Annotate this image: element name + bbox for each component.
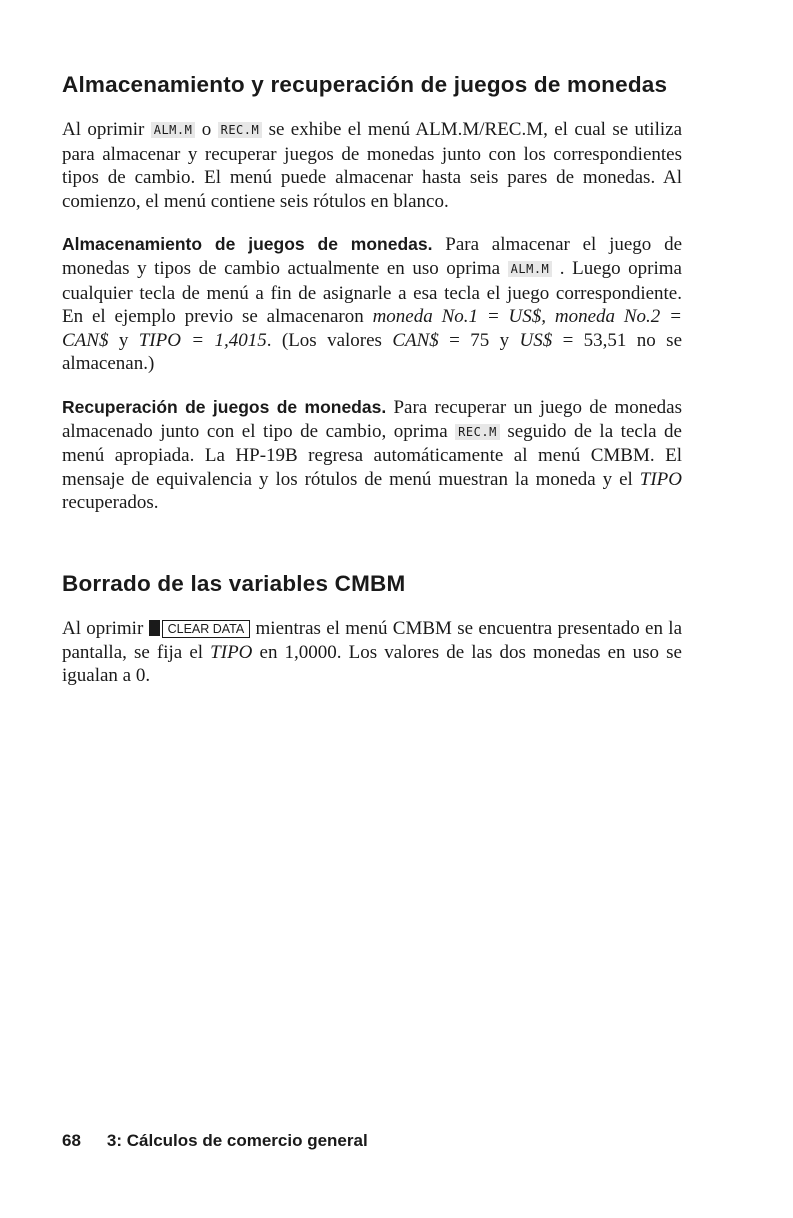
page-footer (62, 1131, 368, 1151)
text: mientras el menú CMBM se encuentra presentado en la pantalla, se fija el (62, 617, 682, 663)
paragraph-almacenamiento (62, 233, 682, 376)
text: = 53,51 no se almacenan.) (62, 329, 683, 375)
italic-text: moneda No.1 = US$, moneda No.2 = CAN$ (62, 306, 682, 351)
chapter-title: 3: Cálculos de comercio general (106, 1131, 368, 1150)
text: . Luego oprima cualquier tecla de menú a fin de asignarle a esa tecla el juego correspondiente. En el ejemplo previo se almacenaron (62, 257, 682, 328)
italic-text: CAN$ (392, 329, 439, 351)
clear-data-key: CLEAR DATA (162, 620, 251, 638)
text: Al oprimir (62, 119, 151, 140)
text: en 1,0000. Los valores de las dos monedas en uso se igualan a 0. (62, 641, 682, 687)
italic-text: TIPO = 1,4015 (138, 329, 267, 351)
shift-key-icon (149, 620, 160, 636)
text: = 75 y (438, 329, 520, 351)
text: Para recuperar un juego de monedas almacenado junto con el tipo de cambio, oprima (62, 396, 682, 442)
text: recuperados. (62, 492, 159, 514)
page-content (62, 70, 682, 688)
text: . (Los valores (266, 329, 393, 351)
rec-m-key: REC.M (455, 424, 500, 440)
text: seguido de la tecla de menú apropiada. La HP-19B regresa automáticamente al menú CMBM. El mensaje de equivalencia y los rótulos de menú muestran la moneda y el (62, 420, 682, 490)
rec-m-key: REC.M (218, 122, 263, 138)
paragraph-borrado (62, 617, 682, 688)
paragraph-lead-almacenamiento: Almacenamiento de juegos de monedas. (62, 234, 433, 255)
clear-data-keystroke (149, 618, 251, 639)
italic-text: TIPO (210, 641, 253, 663)
text: se exhibe el menú ALM.M/REC.M, el cual se utiliza para almacenar y recuperar juegos de monedas junto con los correspondientes tipos de cambio. El menú puede almacenar hasta seis pares de monedas. Al comienzo, el menú contiene seis rótulos en blanco. (62, 119, 682, 212)
text: Al oprimir (62, 617, 149, 639)
paragraph-recuperacion (62, 396, 682, 515)
page-number: 68 (62, 1131, 81, 1150)
text: o (195, 119, 218, 140)
paragraph-lead-recuperacion: Recuperación de juegos de monedas. (62, 396, 387, 417)
section-heading-borrado: Borrado de las variables CMBM (62, 570, 406, 596)
text: y (108, 329, 139, 351)
section-heading-almacenamiento: Almacenamiento y recuperación de juegos de monedas (62, 72, 668, 97)
italic-text: US$ (519, 329, 553, 351)
alm-m-key: ALM.M (508, 261, 553, 277)
text: Para almacenar el juego de monedas y tipos de cambio actualmente en uso oprima (62, 234, 683, 279)
italic-text: TIPO (639, 468, 682, 490)
alm-m-key: ALM.M (151, 122, 196, 138)
paragraph-intro (62, 118, 682, 213)
